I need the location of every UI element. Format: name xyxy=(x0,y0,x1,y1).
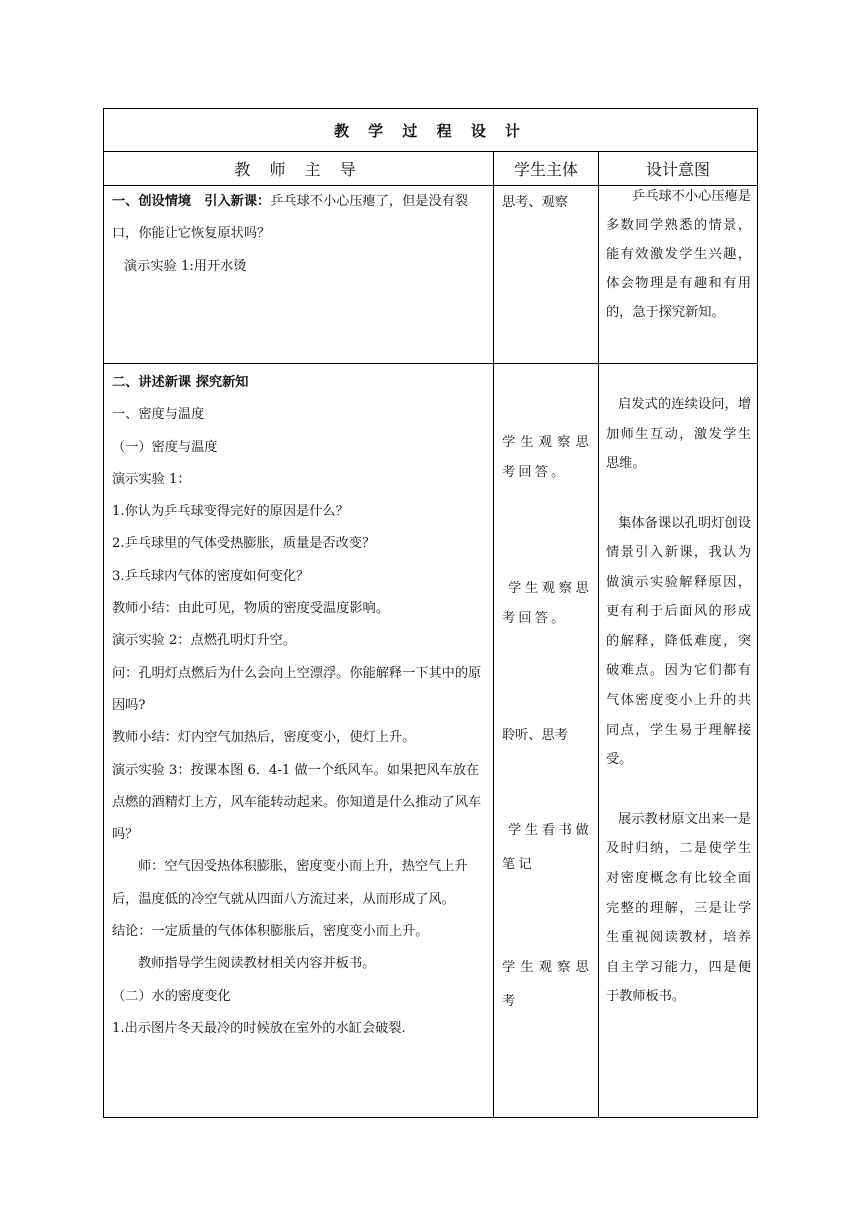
section2-demo1: 演示实验 1： xyxy=(112,471,191,487)
section1-row xyxy=(104,186,758,364)
lesson-design-table xyxy=(103,108,758,1118)
section1-teacher-cell xyxy=(104,186,494,364)
section1-intent-cell xyxy=(599,186,758,364)
section2-sub3: （二）水的密度变化 xyxy=(112,988,231,1004)
section2-intent-i2: 集体备课以孔明灯创设情景引入新课，我认为做演示实验解释原因，更有利于后面风的形成的解释，降低难度，突破难点。因为它们都有气体密度变小上升的共同点，学生易于理解接受。 xyxy=(606,515,752,768)
section2-student-cell xyxy=(494,364,599,1118)
section1-intro xyxy=(112,186,487,251)
section2-guide: 教师指导学生阅读教材相关内容并板书。 xyxy=(138,956,376,972)
section2-q1: 1.你认为乒乓球变得完好的原因是什么？ xyxy=(112,504,349,520)
section2-summary2: 教师小结：灯内空气加热后，密度变小，使灯上升。 xyxy=(112,730,416,746)
section1-demo: 演示实验 1:用开水烫 xyxy=(124,258,247,274)
section2-sub2: （一）密度与温度 xyxy=(112,439,218,455)
section2-student-s3: 聆听、思考 xyxy=(502,728,568,743)
section2-intent-i1: 启发式的连续设问，增加师生互动，激发学生思维。 xyxy=(606,397,752,471)
section2-pic: 1.出示图片冬天最冷的时候放在室外的水缸会破裂. xyxy=(112,1020,406,1036)
section2-student-s1: 学生观察思考回答。 xyxy=(502,435,592,480)
header-teacher: 教 师 主 导 xyxy=(104,152,494,186)
section2-q3: 3.乒乓球内气体的密度如何变化？ xyxy=(112,568,310,584)
section1-student-text: 思考、观察 xyxy=(502,195,568,210)
section1-intent-text: 乒乓球不小心压瘪是多数同学熟悉的情景，能有效激发学生兴趣，体会物理是有趣和有用的，急于探究新知。 xyxy=(606,189,752,320)
section2-demo2: 演示实验 2：点燃孔明灯升空。 xyxy=(112,633,297,649)
section1-student-cell xyxy=(494,186,599,364)
section2-teacher-cell xyxy=(104,364,494,1118)
header-row xyxy=(104,152,758,186)
section2-heading: 二、讲述新课 探究新知 xyxy=(112,375,249,390)
section1-question: 乒乓球不小心压瘪了，但是没有裂口，你能让它恢复原状吗？ xyxy=(112,194,469,242)
section1-heading: 一、创设情境 引入新课： xyxy=(112,194,271,209)
section2-student-s5: 学生观察思考 xyxy=(502,960,592,1010)
section2-sub1: 一、密度与温度 xyxy=(112,407,205,423)
section2-student-s2: 学生观察思考回答。 xyxy=(502,581,592,626)
section2-demo3: 演示实验 3：按课本图 6．4-1 做一个纸风车。如果把风车放在点燃的酒精灯上方，风车能转动起来。你知道是什么推动了风车吗？ xyxy=(112,762,482,843)
header-intent: 设计意图 xyxy=(599,152,758,186)
section2-q2: 2.乒乓球里的气体受热膨胀，质量是否改变？ xyxy=(112,536,376,552)
section2-conclusion: 结论：一定质量的气体体积膨胀后，密度变小而上升。 xyxy=(112,924,429,940)
title-row xyxy=(104,109,758,152)
table-title: 教 学 过 程 设 计 xyxy=(104,109,758,152)
section2-intent-i3: 展示教材原文出来一是及时归纳，二是使学生对密度概念有比较全面完整的理解，三是让学生重视阅读教材，培养自主学习能力，四是便于教师板书。 xyxy=(606,811,752,1005)
header-student: 学生主体 xyxy=(494,152,599,186)
section2-ask: 问：孔明灯点燃后为什么会向上空漂浮。你能解释一下其中的原因吗? xyxy=(112,665,482,713)
section2-summary1: 教师小结：由此可见，物质的密度受温度影响。 xyxy=(112,601,389,617)
section2-intent-cell xyxy=(599,364,758,1118)
section2-row xyxy=(104,364,758,1118)
section2-teacher-note: 师：空气因受热体积膨胀，密度变小而上升，热空气上升后，温度低的冷空气就从四面八方流过来，从而形成了风。 xyxy=(112,859,468,907)
section2-student-s4: 学生看书做笔记 xyxy=(502,823,592,873)
